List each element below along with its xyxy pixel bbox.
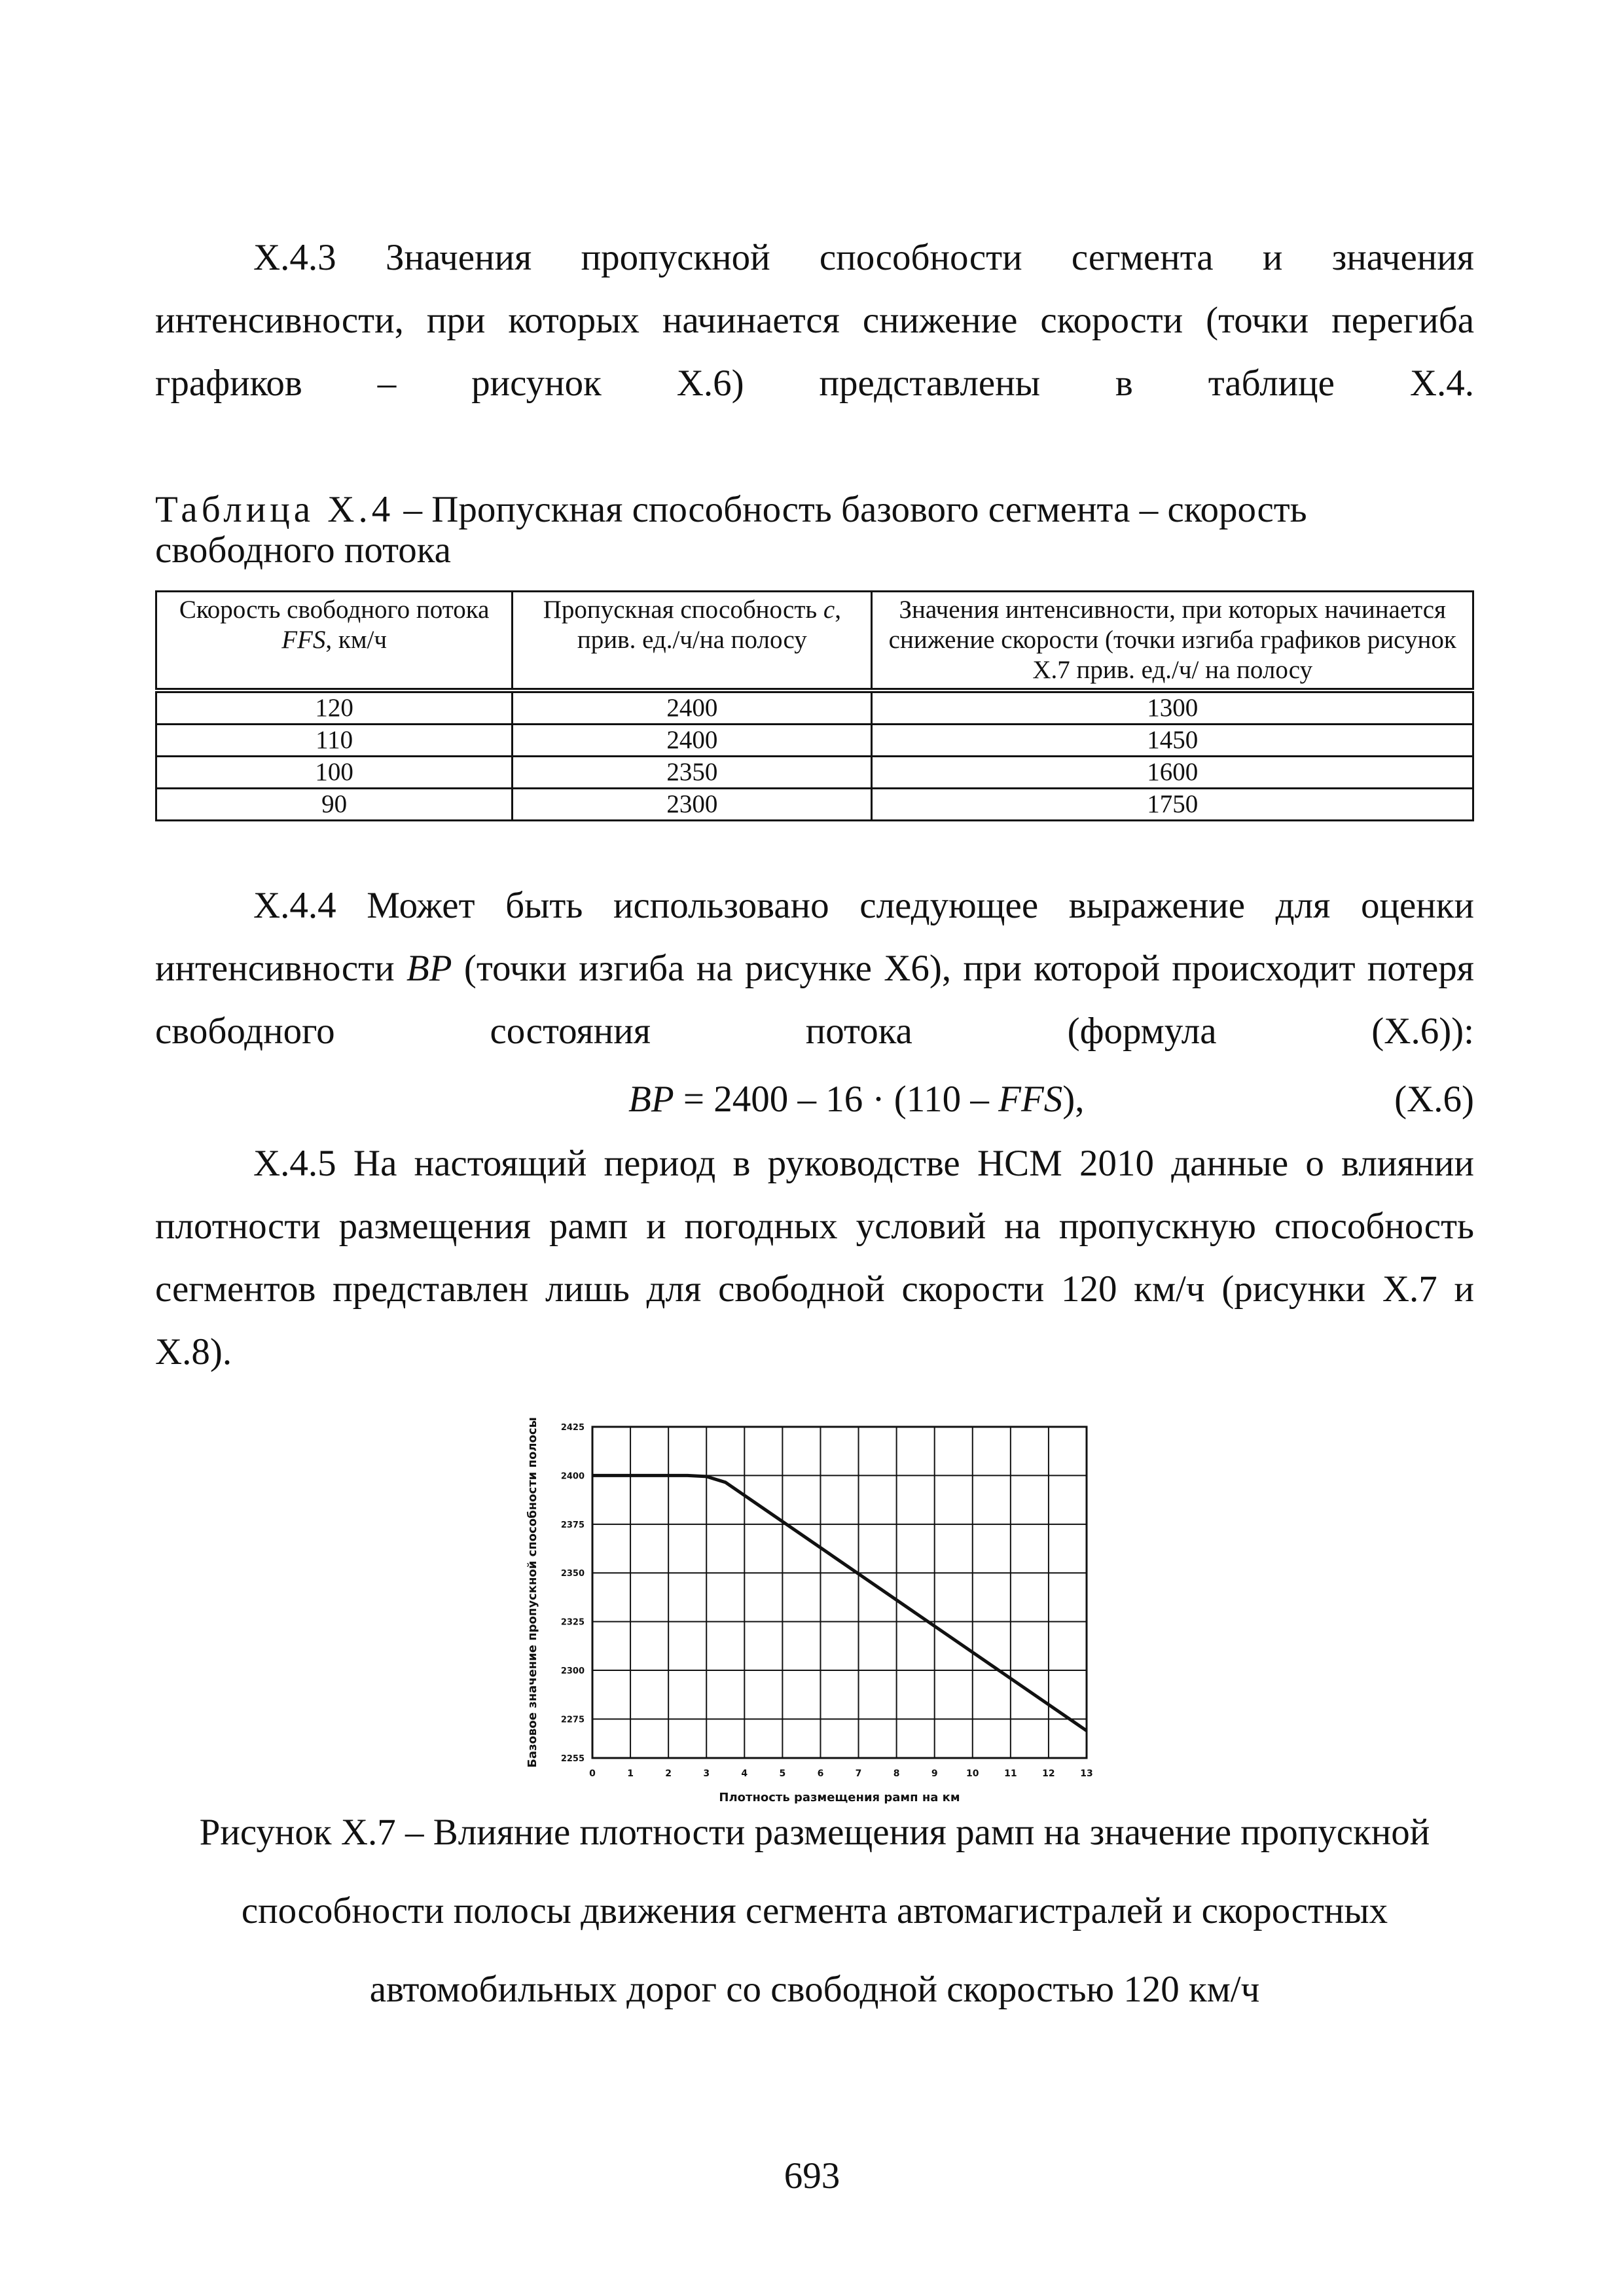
x-tick-label: 12 xyxy=(1042,1768,1055,1779)
paragraph-x44-text-a: Х.4.4 Может быть использовано следующее выражение для оценки интенсивности xyxy=(155,885,1474,989)
header-capacity: Пропускная способность c, прив. ед./ч/на полосу xyxy=(513,592,872,691)
table-caption-label: Таблица Х.4 xyxy=(155,489,395,530)
x-tick-label: 2 xyxy=(665,1768,672,1779)
chart-svg xyxy=(520,1407,1113,1813)
x-axis-label: Плотность размещения рамп на км xyxy=(719,1791,960,1804)
paragraph-x43 xyxy=(155,226,1474,415)
cell-ffs: 110 xyxy=(156,725,513,757)
x-tick-label: 11 xyxy=(1004,1768,1017,1779)
paragraph-x44 xyxy=(155,874,1474,1063)
var-bp: BP xyxy=(406,948,452,989)
x-tick-label: 5 xyxy=(779,1768,786,1779)
x-tick-label: 0 xyxy=(589,1768,596,1779)
formula-number: (Х.6) xyxy=(1394,1079,1474,1120)
x-tick-label: 7 xyxy=(855,1768,862,1779)
table-row xyxy=(156,691,1473,725)
cell-breakpoint: 1750 xyxy=(872,789,1473,821)
x-tick-label: 13 xyxy=(1080,1768,1093,1779)
cell-capacity: 2400 xyxy=(513,725,872,757)
x-tick-label: 9 xyxy=(931,1768,938,1779)
paragraph-x45 xyxy=(155,1132,1474,1384)
header-ffs: Скорость свободного потока FFS, км/ч xyxy=(156,592,513,691)
y-tick-label: 2425 xyxy=(560,1423,585,1433)
y-tick-label: 2400 xyxy=(560,1471,585,1482)
cell-breakpoint: 1600 xyxy=(872,757,1473,789)
table-row xyxy=(156,789,1473,821)
x-tick-label: 1 xyxy=(627,1768,634,1779)
x-tick-label: 6 xyxy=(817,1768,824,1779)
figure-caption-line: способности полосы движения сегмента автомагистралей и скоростных xyxy=(241,1890,1388,1931)
table-row xyxy=(156,757,1473,789)
y-tick-label: 2275 xyxy=(560,1715,585,1725)
x-tick-label: 4 xyxy=(741,1768,748,1779)
table-row xyxy=(156,725,1473,757)
figure-caption-line: Рисунок Х.7 – Влияние плотности размещения рамп на значение пропускной xyxy=(199,1812,1430,1853)
cell-capacity: 2350 xyxy=(513,757,872,789)
cell-ffs: 100 xyxy=(156,757,513,789)
y-tick-label: 2300 xyxy=(560,1666,585,1677)
paragraph-x44-text-b: (точки изгиба на рисунке Х6), при которой происходит потеря свободного состояния потока (формула (Х.6)): xyxy=(155,948,1474,1052)
x-tick-label: 8 xyxy=(893,1768,900,1779)
cell-breakpoint: 1300 xyxy=(872,691,1473,725)
y-tick-label: 2325 xyxy=(560,1617,585,1628)
y-tick-label: 2375 xyxy=(560,1520,585,1530)
series-line xyxy=(592,1475,1087,1731)
y-axis-label: Базовое значение пропускной способности полосы xyxy=(526,1417,539,1768)
x-tick-label: 3 xyxy=(703,1768,710,1779)
table-header-row xyxy=(156,592,1473,691)
table-caption-text: – Пропускная способность базового сегмента – скорость свободного потока xyxy=(155,489,1307,571)
x-tick-label: 10 xyxy=(966,1768,979,1779)
cell-capacity: 2300 xyxy=(513,789,872,821)
paragraph-x45-text: Х.4.5 На настоящий период в руководстве НСМ 2010 данные о влиянии плотности размещения рамп и погодных условий на пропускную способность сегментов представлен лишь для свободной скорости 120 км/ч (рисунки Х.7 и Х.8). xyxy=(155,1143,1474,1372)
paragraph-x43-text: Х.4.3 Значения пропускной способности сегмента и значения интенсивности, при которых начинается снижение скорости (точки перегиба графиков – рисунок Х.6) представлены в таблице Х.4. xyxy=(155,237,1474,404)
cell-capacity: 2400 xyxy=(513,691,872,725)
y-tick-label: 2350 xyxy=(560,1569,585,1579)
ramp-density-chart xyxy=(520,1407,1113,1813)
cell-ffs: 120 xyxy=(156,691,513,725)
capacity-table xyxy=(155,590,1474,821)
page-number: 693 xyxy=(784,2155,840,2197)
table-caption xyxy=(155,490,1399,571)
figure-caption-line: автомобильных дорог со свободной скоростью 120 км/ч xyxy=(369,1969,1260,2010)
header-breakpoint: Значения интенсивности, при которых начинается снижение скорости (точки изгиба графиков рисунок Х.7 прив. ед./ч/ на полосу xyxy=(872,592,1473,691)
cell-breakpoint: 1450 xyxy=(872,725,1473,757)
formula-expression: BP = 2400 – 16 · (110 – FFS), xyxy=(628,1079,1085,1120)
figure-caption xyxy=(155,1793,1474,2029)
cell-ffs: 90 xyxy=(156,789,513,821)
y-tick-label: 2255 xyxy=(560,1754,585,1764)
